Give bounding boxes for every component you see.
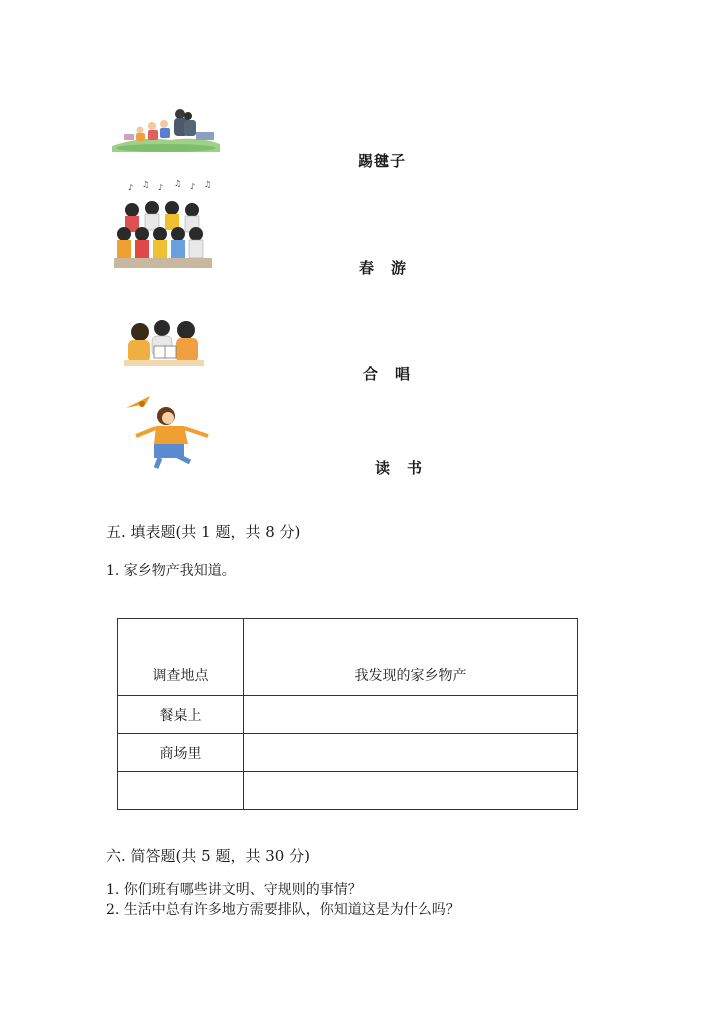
shuttlecock-illustration (120, 394, 220, 472)
match-label-4: 读 书 (375, 459, 424, 477)
table-cell-answer[interactable] (244, 772, 578, 810)
section-5-question: 1. 家乡物产我知道。 (106, 563, 236, 579)
svg-text:♪: ♪ (190, 182, 196, 191)
table-cell-answer[interactable] (244, 696, 578, 734)
table-cell-answer[interactable] (244, 734, 578, 772)
section-6-question-1: 1. 你们班有哪些讲文明、守规则的事情？ (106, 882, 362, 898)
picnic-illustration (110, 106, 222, 154)
choir-illustration (108, 180, 218, 272)
section-6-heading: 六. 简答题(共 5 题，共 30 分) (106, 847, 310, 865)
svg-text:♫: ♫ (204, 180, 212, 189)
table-header-location: 调查地点 (118, 619, 244, 696)
section-5-heading: 五. 填表题(共 1 题，共 8 分) (106, 523, 301, 541)
match-label-1: 踢毽子 (358, 152, 407, 170)
match-label-3: 合 唱 (363, 365, 412, 383)
reading-illustration (114, 316, 214, 372)
svg-text:♪: ♪ (128, 183, 134, 192)
table-row-location[interactable] (118, 772, 244, 810)
svg-text:♫: ♫ (174, 180, 182, 188)
survey-table (117, 618, 578, 810)
section-6-question-2: 2. 生活中总有许多地方需要排队，你知道这是为什么吗？ (106, 902, 460, 918)
match-label-2: 春 游 (359, 259, 408, 277)
svg-text:♪: ♪ (158, 183, 164, 192)
table-row-location: 商场里 (118, 734, 244, 772)
table-header-products: 我发现的家乡物产 (244, 619, 578, 696)
svg-text:♫: ♫ (142, 180, 150, 189)
table-row-location: 餐桌上 (118, 696, 244, 734)
